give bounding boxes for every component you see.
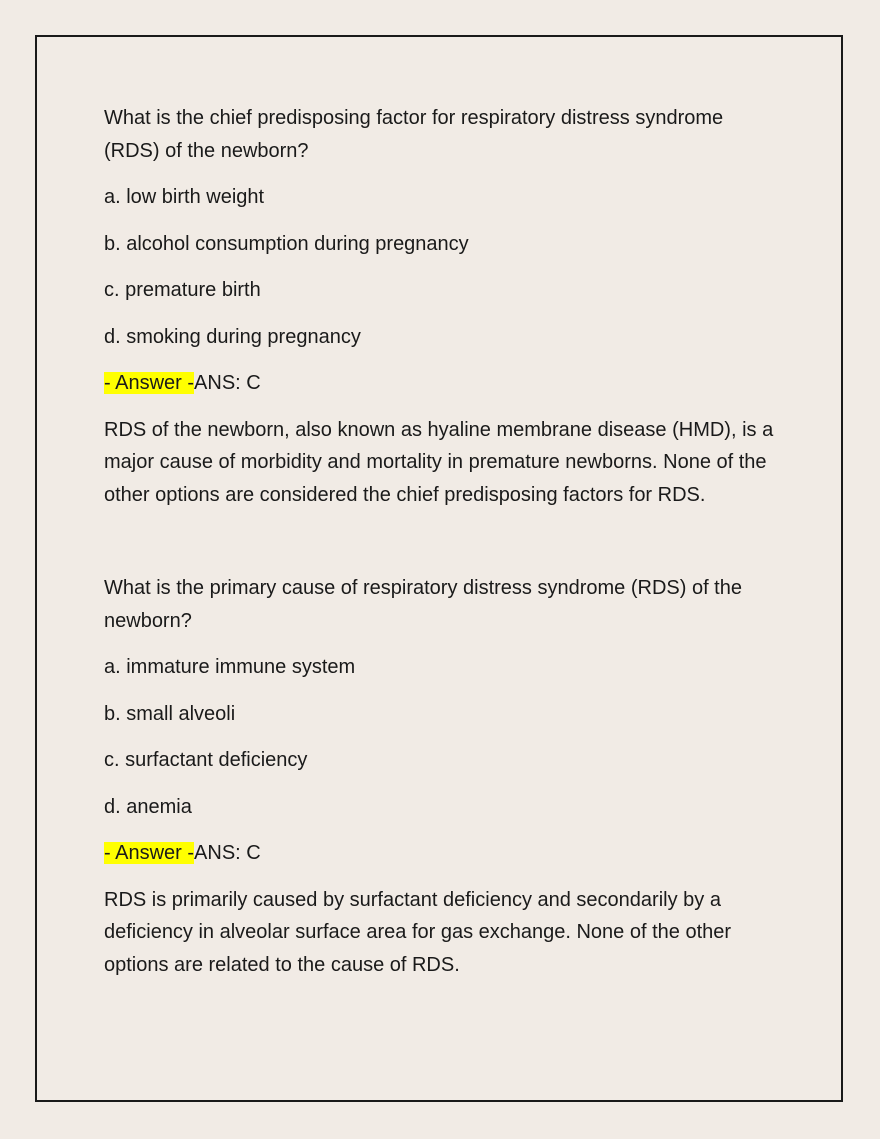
option-a: a. low birth weight: [104, 186, 265, 208]
document-content: [104, 102, 784, 981]
question-text: What is the primary cause of respiratory distress syndrome (RDS) of the newborn?: [104, 577, 742, 632]
answer-value: ANS: C: [194, 372, 261, 394]
option-c: c. surfactant deficiency: [104, 749, 308, 771]
option-d: d. anemia: [104, 795, 192, 818]
option-c: c. premature birth: [104, 279, 261, 301]
answer-line: [104, 837, 784, 870]
option-b: b. small alveoli: [104, 702, 236, 725]
answer-value: ANS: C: [194, 842, 261, 864]
answer-line: [104, 367, 784, 400]
answer-label-highlight: - Answer -: [104, 842, 195, 864]
rationale-text: RDS of the newborn, also known as hyaline membrane disease (HMD), is a major cause of morbidity and mortality in premature newborns. None of the other options are considered the chief predisposing factors for RDS.: [104, 418, 774, 506]
option-d: d. smoking during pregnancy: [104, 325, 361, 348]
question-text: What is the chief predisposing factor for respiratory distress syndrome (RDS) of the newborn?: [104, 107, 724, 162]
answer-label-highlight: - Answer -: [104, 372, 195, 394]
question-block-1: [104, 102, 784, 511]
option-b: b. alcohol consumption during pregnancy: [104, 232, 469, 255]
option-a: a. immature immune system: [104, 656, 356, 678]
rationale-text: RDS is primarily caused by surfactant deficiency and secondarily by a deficiency in alveolar surface area for gas exchange. None of the other options are related to the cause of RDS.: [104, 888, 732, 976]
question-block-2: [104, 572, 784, 981]
